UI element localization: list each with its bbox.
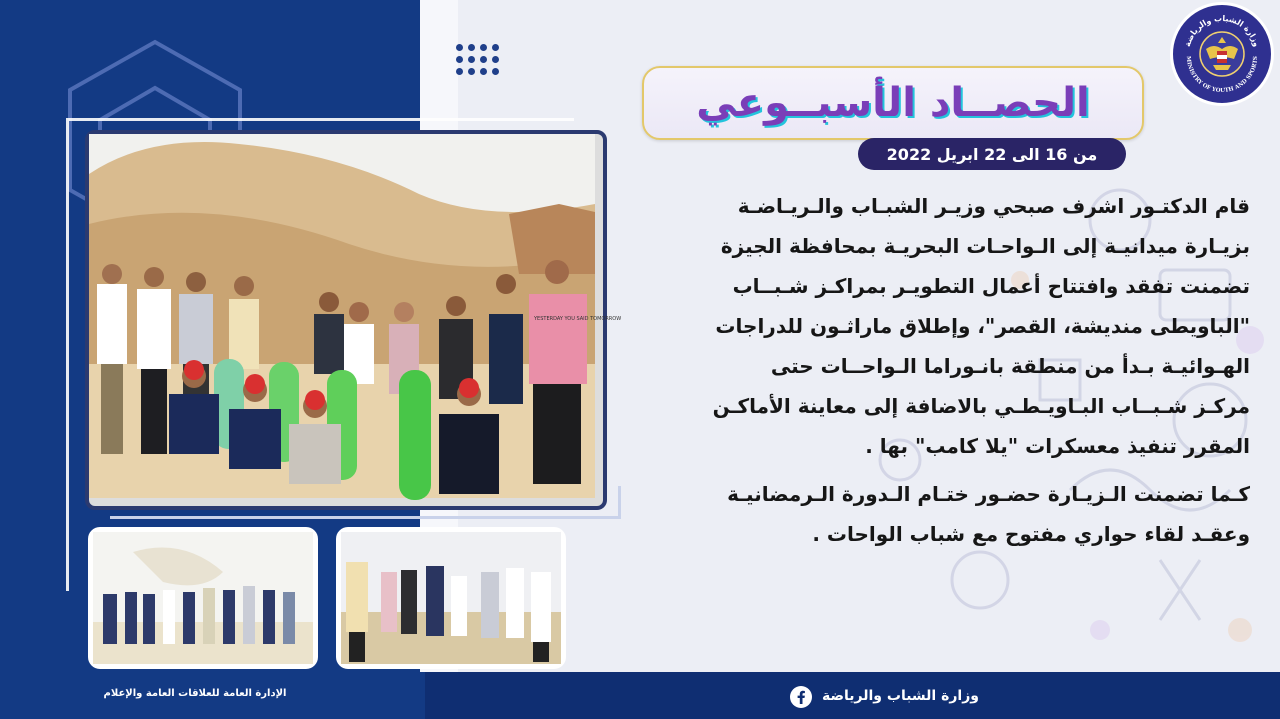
date-badge xyxy=(858,138,1126,170)
body-line: وعقـد لقاء حواري مفتوح مع شباب الواحات . xyxy=(812,522,1250,546)
body-line: المقرر تنفيذ معسكرات "يلا كامب" بها . xyxy=(865,434,1250,458)
facebook-icon[interactable] xyxy=(790,686,812,708)
small-photo-right xyxy=(336,527,566,669)
date-range: من 16 الى 22 ابريل 2022 xyxy=(886,144,1098,164)
body-line: الهـوائيـة بـدأ من منطقة بانـوراما الـواحــات حتى xyxy=(770,354,1250,378)
body-line: مركـز شـبــاب البـاويـطـي بالاضافة إلى معاينة الأماكـن xyxy=(712,394,1250,418)
body-line: تضمنت تفقد وافتتاح أعمال التطويـر بمراكـز شـبــاب xyxy=(732,274,1250,298)
small-photo-left xyxy=(88,527,318,669)
footer-department: الإدارة العامة للعلاقات العامة والإعلام xyxy=(103,688,287,699)
body-line: "الباويطى منديشة، القصر"، وإطلاق ماراثـون للدراجات xyxy=(715,314,1250,338)
footer-ministry: وزارة الشباب والرياضة xyxy=(822,688,979,704)
dot-grid xyxy=(456,44,506,88)
body-line: قام الدكتـور اشرف صبحي وزيـر الشبـاب والـريـاضـة xyxy=(737,194,1250,218)
main-group-photo xyxy=(85,130,622,510)
logo-text-en: MINISTRY OF YOUTH AND SPORTS xyxy=(1184,55,1260,95)
article-body xyxy=(600,186,1250,666)
logo-text-ar: وزارة الشباب والرياضة xyxy=(1182,13,1262,48)
body-line: بزيـارة ميدانيـة إلى الـواحـات البحريـة بمحافظة الجيزة xyxy=(720,234,1250,258)
page-title: الحصــاد الأسبــوعي xyxy=(696,80,1090,126)
body-line: كـما تضمنت الـزيـارة حضـور ختـام الـدورة الـرمضانيـة xyxy=(727,482,1250,506)
ministry-logo xyxy=(1170,2,1274,106)
title-box xyxy=(642,66,1144,140)
shirt-text: YESTERDAY YOU SAID TOMORROW xyxy=(534,316,622,322)
